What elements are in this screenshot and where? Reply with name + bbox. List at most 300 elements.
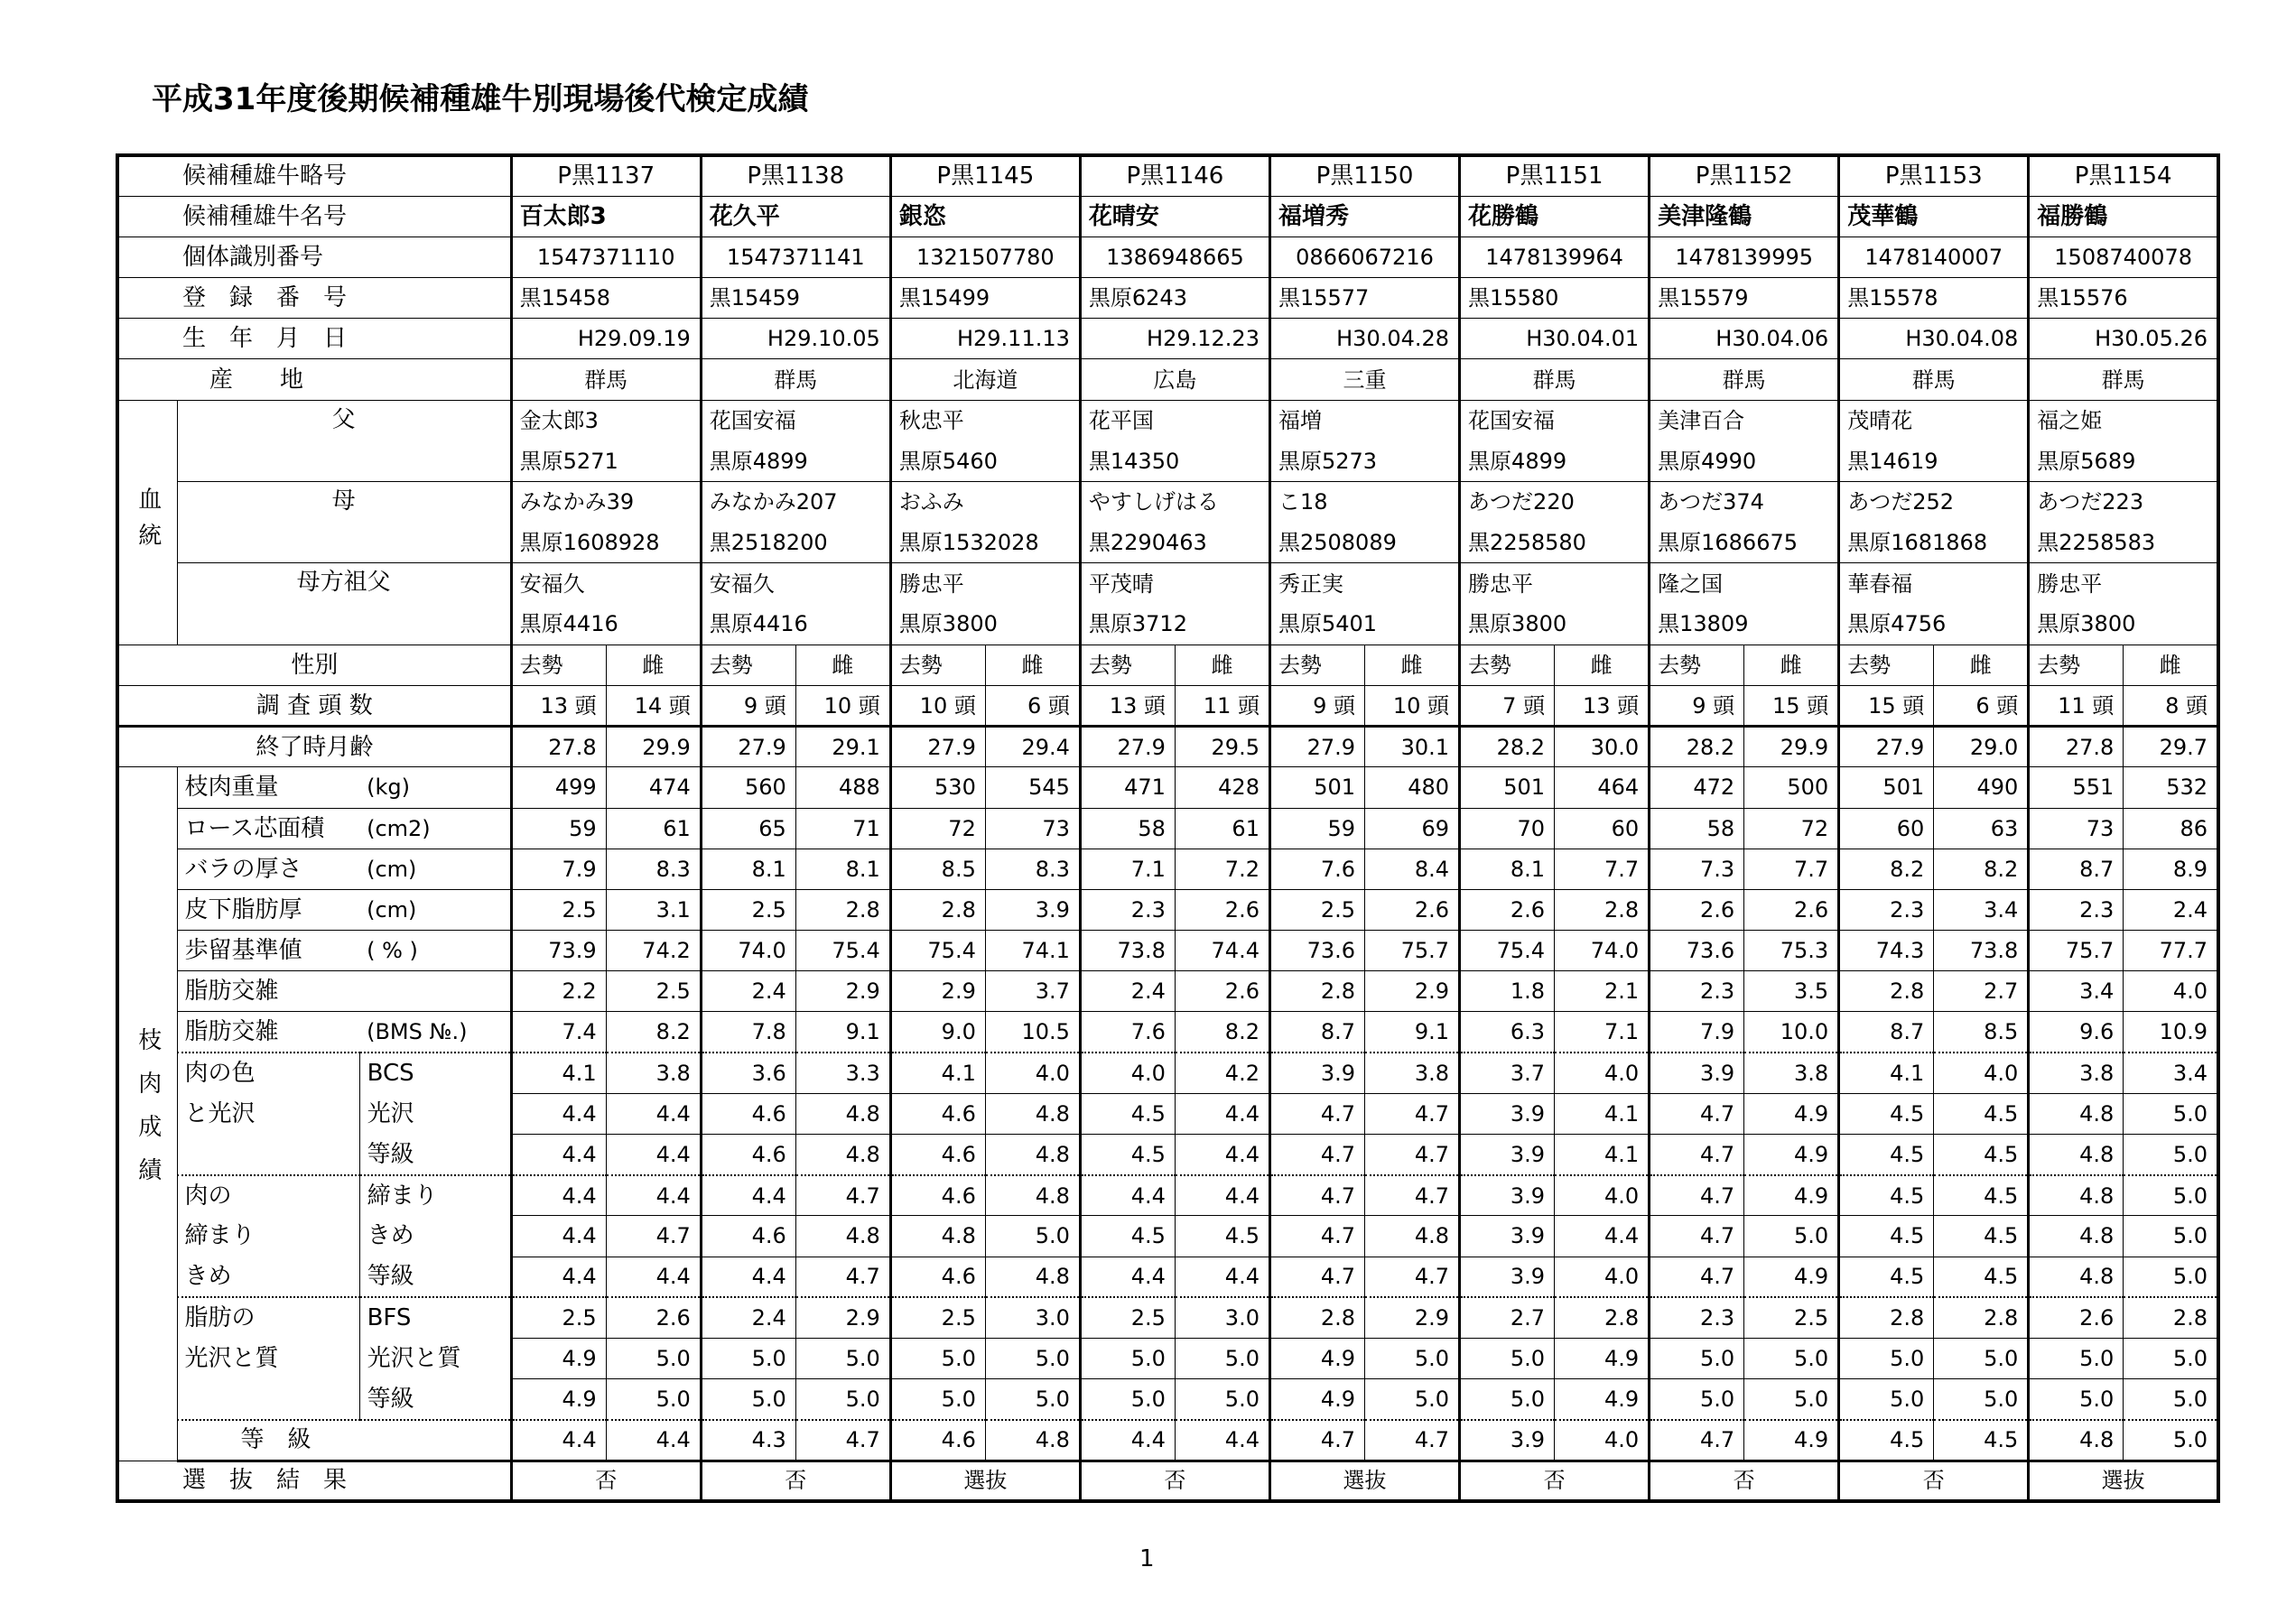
quality-group-label: きめ — [177, 1257, 359, 1297]
finish-age: 28.2 — [1650, 727, 1744, 767]
bull-sire-reg: 黒原4899 — [701, 441, 890, 481]
bull-sire: 美津百合 — [1650, 400, 1839, 441]
quality-value: 2.6 — [2029, 1297, 2124, 1338]
label-reg: 登 録 番 号 — [117, 278, 511, 319]
head-count: 14 頭 — [606, 685, 701, 726]
bull-sire: 花国安福 — [1460, 400, 1650, 441]
metric-value: 73 — [985, 808, 1080, 849]
bull-origin: 群馬 — [701, 359, 890, 400]
metric-value: 73 — [2029, 808, 2124, 849]
metric-value: 9.6 — [2029, 1012, 2124, 1053]
quality-value: 4.9 — [1744, 1257, 1839, 1297]
metric-value: 501 — [1269, 767, 1364, 808]
quality-value: 5.0 — [890, 1379, 985, 1420]
quality-value: 2.5 — [511, 1297, 606, 1338]
quality-value: 4.8 — [2029, 1175, 2124, 1216]
quality-value: 4.4 — [606, 1093, 701, 1134]
page-title: 平成31年度後期候補種雄牛別現場後代検定成績 — [152, 81, 809, 117]
quality-value: 4.7 — [1650, 1257, 1744, 1297]
finish-age: 27.9 — [890, 727, 985, 767]
head-count: 6 頭 — [985, 685, 1080, 726]
metric-value: 7.3 — [1650, 849, 1744, 889]
metric-value: 3.1 — [606, 889, 701, 930]
quality-value: 4.5 — [1934, 1175, 2029, 1216]
metric-value: 58 — [1080, 808, 1175, 849]
quality-value: 4.4 — [606, 1257, 701, 1297]
quality-value: 5.0 — [1934, 1379, 2029, 1420]
quality-group-label: 肉の色 — [177, 1053, 359, 1093]
metric-value: 7.9 — [511, 849, 606, 889]
label-dam: 母 — [177, 482, 511, 563]
metric-value: 10.0 — [1744, 1012, 1839, 1053]
quality-value: 4.8 — [985, 1257, 1080, 1297]
metric-value: 2.4 — [1080, 971, 1175, 1012]
quality-value: 5.0 — [1839, 1379, 1934, 1420]
metric-value: 73.6 — [1269, 931, 1364, 971]
bull-abbr: P黒1150 — [1269, 155, 1459, 196]
metric-value: 464 — [1555, 767, 1650, 808]
table-row — [117, 685, 2218, 726]
sex-steer: 去勢 — [1080, 645, 1175, 685]
table-row — [117, 849, 2218, 889]
table-row — [117, 645, 2218, 685]
bull-id: 1321507780 — [890, 236, 1080, 277]
quality-value: 4.4 — [511, 1093, 606, 1134]
bull-dam: あつだ374 — [1650, 482, 1839, 523]
bull-dam: おふみ — [890, 482, 1080, 523]
metric-value: 545 — [985, 767, 1080, 808]
table-row — [117, 1338, 2218, 1378]
metric-label: 皮下脂肪厚 — [177, 889, 359, 930]
metric-value: 8.2 — [1175, 1012, 1269, 1053]
quality-value: 4.8 — [2029, 1216, 2124, 1257]
metric-value: 7.1 — [1555, 1012, 1650, 1053]
metric-value: 2.6 — [1650, 889, 1744, 930]
metric-value: 75.7 — [1365, 931, 1460, 971]
metric-value: 73.8 — [1080, 931, 1175, 971]
metric-value: 8.7 — [1839, 1012, 1934, 1053]
finish-age: 29.0 — [1934, 727, 2029, 767]
bull-reg: 黒15577 — [1269, 278, 1459, 319]
table-row — [117, 400, 2218, 441]
bull-name: 銀恣 — [890, 196, 1080, 236]
bull-mgs-reg: 黒13809 — [1650, 604, 1839, 645]
quality-value: 4.4 — [701, 1257, 795, 1297]
bull-birth: H29.09.19 — [511, 319, 701, 359]
metric-value: 8.2 — [1934, 849, 2029, 889]
quality-group-label: 肉の — [177, 1175, 359, 1216]
quality-value: 2.8 — [1269, 1297, 1364, 1338]
quality-value: 4.7 — [1269, 1257, 1364, 1297]
metric-value: 2.8 — [1269, 971, 1364, 1012]
table-row — [117, 808, 2218, 849]
bull-reg: 黒15576 — [2029, 278, 2218, 319]
quality-value: 4.9 — [1744, 1135, 1839, 1175]
sex-heifer: 雌 — [1555, 645, 1650, 685]
label-carcass-text: 枝肉成績 — [134, 1026, 162, 1201]
quality-value: 4.7 — [1650, 1216, 1744, 1257]
metric-value: 3.4 — [1934, 889, 2029, 930]
quality-value: 4.7 — [606, 1216, 701, 1257]
metric-value: 4.0 — [2124, 971, 2218, 1012]
bull-dam-reg: 黒2258580 — [1460, 523, 1650, 563]
metric-unit: ( % ) — [359, 931, 511, 971]
table-row — [117, 1257, 2218, 1297]
bull-mgs: 平茂晴 — [1080, 563, 1269, 604]
bull-dam-reg: 黒2508089 — [1269, 523, 1459, 563]
quality-group-label: と光沢 — [177, 1093, 359, 1134]
sex-steer: 去勢 — [2029, 645, 2124, 685]
metric-value: 61 — [606, 808, 701, 849]
quality-value: 5.0 — [1175, 1379, 1269, 1420]
quality-value: 5.0 — [1744, 1338, 1839, 1378]
quality-value: 5.0 — [606, 1379, 701, 1420]
bull-sire-reg: 黒原5271 — [511, 441, 701, 481]
metric-value: 2.8 — [1839, 971, 1934, 1012]
quality-value: 3.9 — [1460, 1093, 1555, 1134]
quality-value: 5.0 — [1650, 1379, 1744, 1420]
quality-value: 4.8 — [1365, 1216, 1460, 1257]
bull-name: 花久平 — [701, 196, 890, 236]
quality-value: 4.1 — [511, 1053, 606, 1093]
bull-dam-reg: 黒原1608928 — [511, 523, 701, 563]
quality-value: 4.8 — [890, 1216, 985, 1257]
metric-value: 10.9 — [2124, 1012, 2218, 1053]
quality-value: 4.4 — [606, 1135, 701, 1175]
metric-value: 2.5 — [1269, 889, 1364, 930]
quality-value: 4.1 — [1555, 1093, 1650, 1134]
quality-value: 4.8 — [2029, 1135, 2124, 1175]
bull-sire: 茂晴花 — [1839, 400, 2029, 441]
grade-value: 4.5 — [1839, 1420, 1934, 1461]
bull-sire: 福増 — [1269, 400, 1459, 441]
grade-value: 4.8 — [985, 1420, 1080, 1461]
bull-dam-reg: 黒2518200 — [701, 523, 890, 563]
metric-value: 75.7 — [2029, 931, 2124, 971]
metric-value: 8.7 — [2029, 849, 2124, 889]
table-row — [117, 767, 2218, 808]
quality-value: 4.5 — [1080, 1093, 1175, 1134]
quality-value: 3.8 — [2029, 1053, 2124, 1093]
grade-value: 4.9 — [1744, 1420, 1839, 1461]
grade-value: 4.4 — [606, 1420, 701, 1461]
head-count: 13 頭 — [1080, 685, 1175, 726]
metric-value: 2.5 — [701, 889, 795, 930]
quality-value: 4.4 — [511, 1135, 606, 1175]
sex-heifer: 雌 — [1175, 645, 1269, 685]
metric-value: 59 — [1269, 808, 1364, 849]
head-count: 9 頭 — [1269, 685, 1364, 726]
table-row — [117, 889, 2218, 930]
grade-value: 4.4 — [1080, 1420, 1175, 1461]
bull-abbr: P黒1137 — [511, 155, 701, 196]
label-age: 終了時月齢 — [117, 727, 511, 767]
quality-value: 5.0 — [795, 1338, 890, 1378]
quality-value: 4.8 — [2029, 1093, 2124, 1134]
finish-age: 29.4 — [985, 727, 1080, 767]
metric-value: 69 — [1365, 808, 1460, 849]
quality-value: 4.5 — [1839, 1135, 1934, 1175]
quality-value: 4.7 — [795, 1175, 890, 1216]
quality-value: 4.7 — [1650, 1135, 1744, 1175]
metric-value: 8.9 — [2124, 849, 2218, 889]
head-count: 10 頭 — [890, 685, 985, 726]
label-id: 個体識別番号 — [117, 236, 511, 277]
metric-value: 7.9 — [1650, 1012, 1744, 1053]
quality-value: 4.5 — [1839, 1216, 1934, 1257]
metric-value: 3.5 — [1744, 971, 1839, 1012]
quality-value: 4.4 — [511, 1175, 606, 1216]
bull-birth: H30.04.06 — [1650, 319, 1839, 359]
quality-sub-label: 等級 — [359, 1257, 511, 1297]
quality-value: 4.8 — [795, 1135, 890, 1175]
metric-value: 60 — [1555, 808, 1650, 849]
selection-result: 選抜 — [890, 1461, 1080, 1501]
metric-label: 歩留基準値 — [177, 931, 359, 971]
quality-value: 2.8 — [2124, 1297, 2218, 1338]
quality-value: 4.4 — [511, 1216, 606, 1257]
quality-value: 5.0 — [1175, 1338, 1269, 1378]
bull-origin: 三重 — [1269, 359, 1459, 400]
bull-id: 1478139995 — [1650, 236, 1839, 277]
metric-value: 8.7 — [1269, 1012, 1364, 1053]
quality-value: 5.0 — [2029, 1379, 2124, 1420]
selection-result: 否 — [1650, 1461, 1839, 1501]
head-count: 9 頭 — [1650, 685, 1744, 726]
label-abbr: 候補種雄牛略号 — [117, 155, 511, 196]
bull-mgs: 安福久 — [701, 563, 890, 604]
finish-age: 27.8 — [511, 727, 606, 767]
metric-value: 7.6 — [1269, 849, 1364, 889]
quality-value: 4.4 — [511, 1257, 606, 1297]
metric-value: 74.0 — [701, 931, 795, 971]
progeny-test-table — [116, 153, 2220, 1503]
metric-value: 2.8 — [795, 889, 890, 930]
grade-value: 4.8 — [2029, 1420, 2124, 1461]
bull-id: 1478140007 — [1839, 236, 2029, 277]
bull-dam: あつだ223 — [2029, 482, 2218, 523]
finish-age: 29.9 — [606, 727, 701, 767]
bull-id: 1508740078 — [2029, 236, 2218, 277]
quality-value: 2.5 — [1744, 1297, 1839, 1338]
quality-value: 3.8 — [1365, 1053, 1460, 1093]
quality-value: 4.6 — [890, 1257, 985, 1297]
finish-age: 28.2 — [1460, 727, 1555, 767]
metric-value: 2.9 — [1365, 971, 1460, 1012]
quality-value: 4.1 — [890, 1053, 985, 1093]
bull-dam: あつだ220 — [1460, 482, 1650, 523]
quality-value: 4.6 — [701, 1216, 795, 1257]
quality-value: 3.9 — [1460, 1257, 1555, 1297]
quality-value: 4.9 — [1744, 1175, 1839, 1216]
head-count: 13 頭 — [511, 685, 606, 726]
metric-value: 74.0 — [1555, 931, 1650, 971]
bull-sire-reg: 黒14619 — [1839, 441, 2029, 481]
sex-heifer: 雌 — [2124, 645, 2218, 685]
quality-value: 4.0 — [1555, 1175, 1650, 1216]
quality-value: 4.4 — [1175, 1175, 1269, 1216]
metric-value: 70 — [1460, 808, 1555, 849]
quality-value: 4.8 — [985, 1093, 1080, 1134]
metric-label: ロース芯面積 — [177, 808, 359, 849]
bull-reg: 黒原6243 — [1080, 278, 1269, 319]
quality-value: 2.5 — [890, 1297, 985, 1338]
quality-value: 5.0 — [2124, 1093, 2218, 1134]
finish-age: 29.5 — [1175, 727, 1269, 767]
head-count: 9 頭 — [701, 685, 795, 726]
head-count: 7 頭 — [1460, 685, 1555, 726]
quality-value: 2.5 — [1080, 1297, 1175, 1338]
quality-value: 3.8 — [606, 1053, 701, 1093]
bull-dam-reg: 黒原1681868 — [1839, 523, 2029, 563]
table-row — [117, 319, 2218, 359]
quality-value: 4.0 — [1555, 1257, 1650, 1297]
quality-value: 4.7 — [1269, 1216, 1364, 1257]
bull-mgs-reg: 黒原3800 — [890, 604, 1080, 645]
quality-value: 4.7 — [1269, 1135, 1364, 1175]
table-row — [117, 236, 2218, 277]
quality-value: 5.0 — [2124, 1338, 2218, 1378]
quality-value: 5.0 — [890, 1338, 985, 1378]
quality-value: 2.7 — [1460, 1297, 1555, 1338]
bull-origin: 北海道 — [890, 359, 1080, 400]
sex-steer: 去勢 — [890, 645, 985, 685]
quality-value: 5.0 — [1080, 1338, 1175, 1378]
quality-value: 4.5 — [1080, 1135, 1175, 1175]
quality-value: 4.6 — [701, 1093, 795, 1134]
quality-value: 3.9 — [1269, 1053, 1364, 1093]
metric-value: 1.8 — [1460, 971, 1555, 1012]
finish-age: 29.1 — [795, 727, 890, 767]
quality-value: 4.4 — [1175, 1257, 1269, 1297]
quality-value: 4.1 — [1839, 1053, 1934, 1093]
quality-value: 4.5 — [1175, 1216, 1269, 1257]
bull-sire: 花国安福 — [701, 400, 890, 441]
bull-sire-reg: 黒14350 — [1080, 441, 1269, 481]
quality-value: 5.0 — [1744, 1216, 1839, 1257]
metric-value: 73.9 — [511, 931, 606, 971]
metric-value: 530 — [890, 767, 985, 808]
head-count: 10 頭 — [795, 685, 890, 726]
table-row — [117, 359, 2218, 400]
quality-value: 4.7 — [1269, 1093, 1364, 1134]
metric-value: 72 — [1744, 808, 1839, 849]
quality-value: 2.8 — [1555, 1297, 1650, 1338]
metric-value: 488 — [795, 767, 890, 808]
bull-sire-reg: 黒原5273 — [1269, 441, 1459, 481]
quality-group-label: 脂肪の — [177, 1297, 359, 1338]
metric-value: 2.7 — [1934, 971, 2029, 1012]
quality-value: 4.6 — [890, 1135, 985, 1175]
bull-name: 美津隆鶴 — [1650, 196, 1839, 236]
metric-value: 77.7 — [2124, 931, 2218, 971]
quality-sub-label: 締まり — [359, 1175, 511, 1216]
label-origin: 産 地 — [117, 359, 511, 400]
quality-value: 4.8 — [2029, 1257, 2124, 1297]
finish-age: 27.8 — [2029, 727, 2124, 767]
metric-value: 560 — [701, 767, 795, 808]
metric-unit — [359, 971, 511, 1012]
metric-value: 7.7 — [1555, 849, 1650, 889]
sex-heifer: 雌 — [795, 645, 890, 685]
grade-value: 5.0 — [2124, 1420, 2218, 1461]
bull-birth: H30.04.28 — [1269, 319, 1459, 359]
finish-age: 29.9 — [1744, 727, 1839, 767]
bull-origin: 群馬 — [1650, 359, 1839, 400]
metric-value: 2.9 — [795, 971, 890, 1012]
bull-sire-reg: 黒原4990 — [1650, 441, 1839, 481]
metric-value: 2.6 — [1175, 971, 1269, 1012]
metric-value: 2.5 — [606, 971, 701, 1012]
quality-value: 5.0 — [2029, 1338, 2124, 1378]
metric-value: 499 — [511, 767, 606, 808]
bull-sire: 秋忠平 — [890, 400, 1080, 441]
bull-reg: 黒15578 — [1839, 278, 2029, 319]
quality-value: 5.0 — [2124, 1135, 2218, 1175]
metric-value: 2.6 — [1365, 889, 1460, 930]
quality-sub-label: 等級 — [359, 1135, 511, 1175]
metric-value: 8.5 — [1934, 1012, 2029, 1053]
selection-result: 否 — [1839, 1461, 2029, 1501]
metric-value: 3.7 — [985, 971, 1080, 1012]
bull-abbr: P黒1154 — [2029, 155, 2218, 196]
quality-value: 4.8 — [985, 1175, 1080, 1216]
grade-value: 4.4 — [511, 1420, 606, 1461]
table-row — [117, 1297, 2218, 1338]
table-row — [117, 1053, 2218, 1093]
label-mgs: 母方祖父 — [177, 563, 511, 645]
label-lineage-text: 血統 — [134, 486, 162, 559]
grade-value: 4.0 — [1555, 1420, 1650, 1461]
metric-value: 2.3 — [1839, 889, 1934, 930]
selection-result: 否 — [701, 1461, 890, 1501]
quality-value: 5.0 — [606, 1338, 701, 1378]
head-count: 15 頭 — [1839, 685, 1934, 726]
sex-heifer: 雌 — [1744, 645, 1839, 685]
head-count: 10 頭 — [1365, 685, 1460, 726]
metric-value: 2.3 — [2029, 889, 2124, 930]
head-count: 6 頭 — [1934, 685, 2029, 726]
quality-value: 3.8 — [1744, 1053, 1839, 1093]
bull-sire-reg: 黒原5460 — [890, 441, 1080, 481]
metric-value: 2.6 — [1460, 889, 1555, 930]
quality-value: 4.0 — [1555, 1053, 1650, 1093]
finish-age: 27.9 — [701, 727, 795, 767]
grade-value: 4.4 — [1175, 1420, 1269, 1461]
quality-value: 2.6 — [606, 1297, 701, 1338]
quality-group-label — [177, 1135, 359, 1175]
bull-dam: やすしげはる — [1080, 482, 1269, 523]
quality-value: 4.1 — [1555, 1135, 1650, 1175]
table-row — [117, 1461, 2218, 1501]
label-carcass — [117, 767, 177, 1461]
metric-value: 7.7 — [1744, 849, 1839, 889]
metric-value: 9.1 — [1365, 1012, 1460, 1053]
table-row — [117, 1216, 2218, 1257]
finish-age: 30.1 — [1365, 727, 1460, 767]
metric-value: 2.9 — [890, 971, 985, 1012]
quality-group-label: 光沢と質 — [177, 1338, 359, 1378]
bull-mgs: 勝忠平 — [2029, 563, 2218, 604]
bull-birth: H29.11.13 — [890, 319, 1080, 359]
table-row — [117, 1135, 2218, 1175]
quality-value: 4.7 — [1365, 1257, 1460, 1297]
metric-unit: (BMS №.) — [359, 1012, 511, 1053]
quality-value: 4.4 — [701, 1175, 795, 1216]
quality-value: 4.9 — [1555, 1338, 1650, 1378]
metric-label: バラの厚さ — [177, 849, 359, 889]
quality-value: 3.9 — [1650, 1053, 1744, 1093]
